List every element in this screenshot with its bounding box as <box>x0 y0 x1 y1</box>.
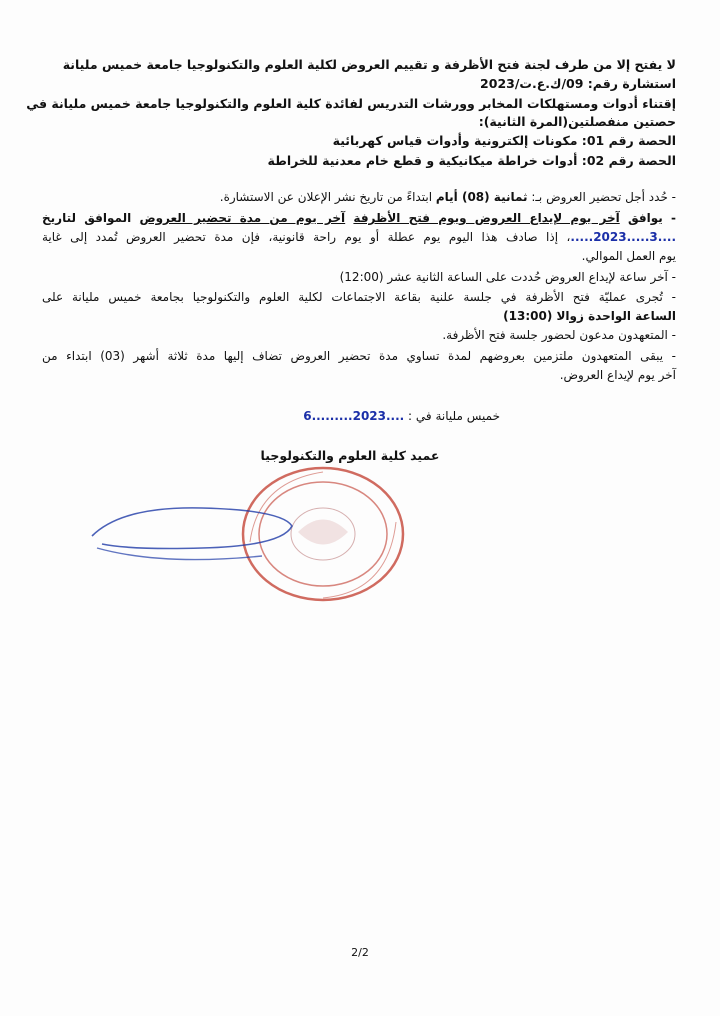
signature <box>82 486 312 576</box>
header-line-4: حصتين منفصلتين(المرة الثانية): <box>478 114 676 129</box>
clause-deadline-post: ابتداءً من تاريخ نشر الإعلان عن الاستشارة. <box>219 190 436 204</box>
clause-last-day-u1: آخر يوم لإيداع العروض ويوم فتح الأظرفة <box>353 211 620 225</box>
clause-last-day-u2: آخر يوم من مدة تحضير العروض <box>139 211 346 225</box>
clause-deadline-days: ثمانية (08) أيام <box>435 190 528 204</box>
clause-validity-end: آخر يوم لإيداع العروض. <box>559 368 676 382</box>
lot-2: الحصة رقم 02: أدوات خراطة ميكانيكية و قطع خام معدنية للخراطة <box>267 153 676 168</box>
clause-last-day-post: الموافق لتاريخ <box>42 211 140 225</box>
clause-last-day <box>42 211 676 226</box>
clause-deadline-pre: - حُدد أجل تحضير العروض بـ: <box>527 190 676 204</box>
clause-opening-session: - تُجرى عمليّة فتح الأظرفة في جلسة علنية بقاعة الاجتماعات لكلية العلوم والتكنولوجيا بجامعة خميس مليانة على <box>42 290 676 304</box>
handwritten-date: ....2023.........6 <box>303 409 405 423</box>
clause-deposit-hour: - آخر ساعة لإيداع العروض حُددت على الساعة الثانية عشر (12:00) <box>339 270 676 284</box>
clause-invitation: - المتعهدون مدعون لحضور جلسة فتح الأظرفة. <box>442 328 676 342</box>
clause-validity: - يبقى المتعهدون ملتزمين بعروضهم لمدة تساوي مدة تحضير العروض تضاف إليها مدة ثلاثة أشهر (03) ابتداء من <box>42 349 676 363</box>
clause-opening-hour: الساعة الواحدة زوالا (13:00) <box>503 309 676 323</box>
header-line-3: إقتناء أدوات ومستهلكات المخابر وورشات التدريس لفائدة كلية العلوم والتكنولوجيا جامعة خميس مليانة في <box>26 96 676 111</box>
clause-next-workday: يوم العمل الموالي. <box>581 249 676 263</box>
place-date-label: خميس مليانة في : <box>404 409 500 423</box>
clause-last-day-pre: - يوافق <box>619 211 676 225</box>
page-number: 2/2 <box>351 946 369 959</box>
lot-1: الحصة رقم 01: مكونات إلكترونية وأدوات قياس كهربائية <box>332 133 676 148</box>
consultation-number: استشارة رقم: 09/ك.ع.ت/2023 <box>480 76 676 91</box>
clause-deadline <box>42 190 676 205</box>
place-date <box>100 409 500 424</box>
clause-last-day-continued <box>42 230 676 245</box>
dean-title: عميد كلية العلوم والتكنولوجيا <box>260 448 440 463</box>
handwritten-deadline-date: ....3.....2023..... <box>570 230 676 244</box>
clause-last-day-cont: ، إذا صادف هذا اليوم يوم عطلة أو يوم راحة قانونية، فإن مدة تحضير العروض تُمدد إلى غاية <box>42 230 571 244</box>
header-line-1: لا يفتح إلا من طرف لجنة فتح الأظرفة و تقييم العروض لكلية العلوم والتكنولوجيا جامعة خميس مليانة <box>62 57 676 72</box>
